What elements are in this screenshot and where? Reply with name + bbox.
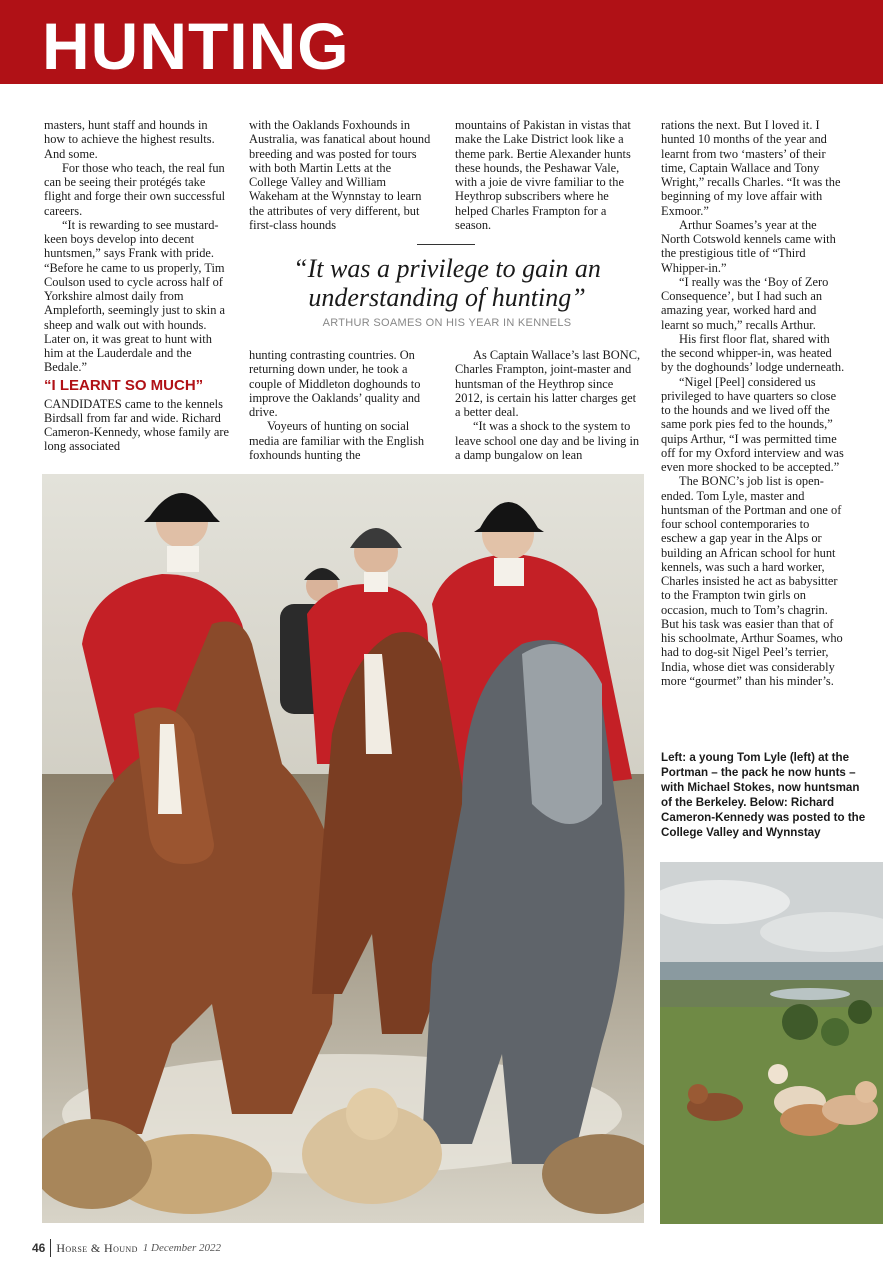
paragraph: “I really was the ‘Boy of Zero Consequence’, but I had such an amazing year, worked hard and learnt so much,” recalls Arthur.	[661, 274, 829, 332]
paragraph: mountains of Pakistan in vistas that make the Lake District look like a theme park. Bertie Alexander hunts these hounds, the Peshawar Vale, with a joie de vivre familiar to the Heythrop subscribers where he helped Charles Frampton for a season.	[455, 118, 631, 232]
article-column-4	[661, 118, 847, 688]
paragraph: Arthur Soames’s year at the North Cotswold kennels came with the prestigious title of “Third Whipper-in.”	[661, 217, 836, 275]
pullquote: “It was a privilege to gain an understanding of hunting”	[293, 254, 601, 312]
subheading: “I LEARNT SO MUCH”	[44, 376, 204, 394]
paragraph: Voyeurs of hunting on social media are familiar with the English foxhounds hunting the	[249, 419, 425, 462]
article-column-2-top	[249, 118, 431, 232]
hounds-landscape-photo	[660, 862, 883, 1224]
pullquote-attribution: ARTHUR SOAMES ON HIS YEAR IN KENNELS	[322, 317, 572, 329]
pullquote-rule	[417, 244, 475, 245]
paragraph: rations the next. But I loved it. I hunted 10 months of the year and learnt from two ‘masters’ of their time, Captain Wallace and Tony Wright,” recalls Charles. “It was the beginning of my love affair with Exmoor.”	[661, 118, 841, 218]
paragraph: “It was a shock to the system to leave school one day and be living in a damp bungalow on lean	[455, 419, 640, 462]
footer-divider	[50, 1239, 51, 1257]
section-title: HUNTING	[42, 9, 350, 83]
paragraph: “Nigel [Peel] considered us privileged to have quarters so close to the hounds and we lived off the same pork pies fed to the hounds,” quips Arthur, “I was permitted time off for my Oxford interview and was even more shocked to be accepted.”	[661, 374, 844, 474]
paragraph: As Captain Wallace’s last BONC, Charles Frampton, joint-master and huntsman of the Heythrop since 2012, is certain his latter charges get a better deal.	[455, 348, 641, 419]
magazine-name: Horse & Hound	[56, 1240, 138, 1255]
article-column-3-bottom	[455, 348, 643, 462]
article-column-3-top	[455, 118, 643, 232]
hunt-riders-photo	[42, 474, 644, 1223]
issue-date: 1 December 2022	[142, 1242, 221, 1254]
photo-caption: Left: a young Tom Lyle (left) at the Portman – the pack he now hunts – with Michael Stokes, now huntsman of the Berkeley. Below: Richard Cameron-Kennedy was posted to the College Valley and Wynnstay	[661, 751, 866, 839]
paragraph: His first floor flat, shared with the second whipper-in, was heated by the doghounds’ lodge underneath.	[661, 331, 845, 375]
page-footer	[32, 1238, 221, 1258]
paragraph: with the Oaklands Foxhounds in Australia, was fanatical about hound breeding and was posted for tours with both Martin Letts at the College Valley and William Wakeham at the Wynnstay to learn the attributes of very different, but first-class hounds	[249, 118, 431, 232]
article-column-2-bottom	[249, 348, 431, 462]
hounds-landscape-illustration	[660, 862, 883, 1224]
paragraph: masters, hunt staff and hounds in how to achieve the highest results. And some.	[44, 118, 215, 161]
paragraph: For those who teach, the real fun can be seeing their protégés take flight and forge their own successful careers.	[44, 160, 226, 218]
paragraph: hunting contrasting countries. On returning down under, he took a couple of Middleton doghounds to improve the Oaklands’ quality and drive.	[249, 348, 421, 419]
hunt-riders-illustration	[42, 474, 644, 1223]
paragraph: CANDIDATES came to the kennels Birdsall from far and wide. Richard Cameron-Kennedy, whose family are long associated	[44, 396, 229, 454]
paragraph: The BONC’s job list is open-ended. Tom Lyle, master and huntsman of the Portman and one of four school contemporaries to eschew a gap year in the Alps or building an African school for hunt kennels, was such a hard worker, Charles insisted he act as babysitter to the Frampton twin girls on occasion, much to Tom’s chagrin. But his task was easier than that of his schoolmate, Arthur Soames, who had to dog-sit Nigel Peel’s terrier, India, whose diet was considerably more “gourmet” than his minder’s.	[661, 474, 843, 688]
section-header	[0, 0, 883, 84]
article-column-1	[44, 118, 230, 454]
paragraph: “It is rewarding to see mustard-keen boys develop into decent huntsmen,” says Frank with pride. “Before he came to us properly, Tim Coulson used to cycle across half of Yorkshire almost daily from Ampleforth, seemingly just to skin a sheep and walk out with hounds. Later on, it was great to hunt with him at the Lauderdale and the Bedale.”	[44, 217, 226, 375]
page-number: 46	[32, 1241, 46, 1255]
